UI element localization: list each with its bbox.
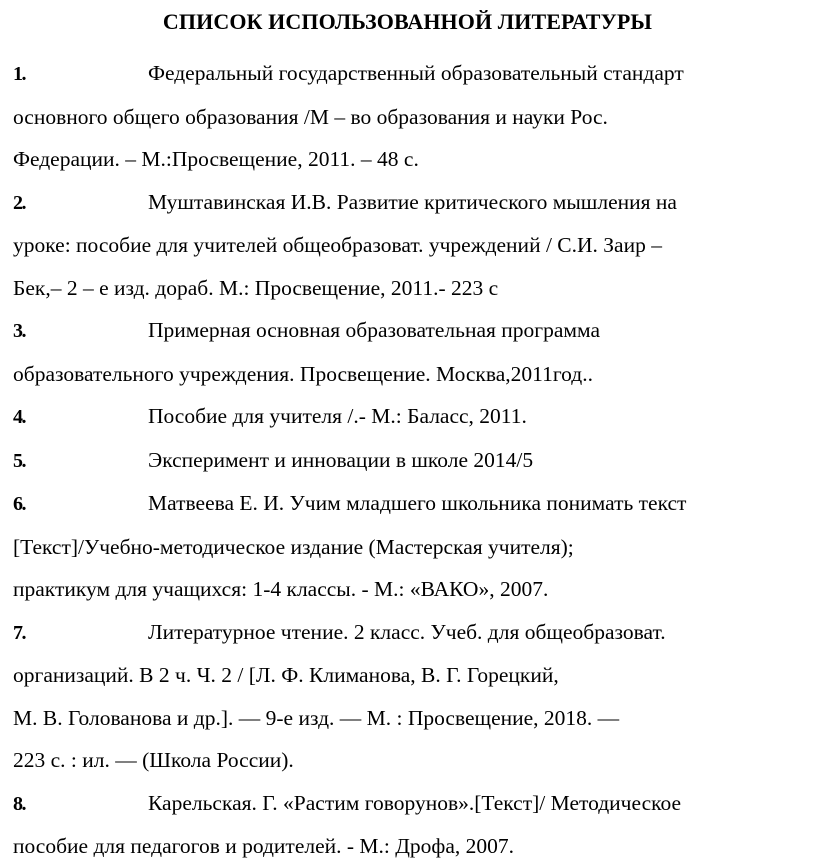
reference-text: образовательного учреждения. Просвещение. Москва,2011год.. (13, 361, 593, 386)
reference-text: 223 с. : ил. — (Школа России). (13, 748, 294, 772)
reference-number: 7. (13, 621, 25, 644)
reference-text: Пособие для учителя /.- М.: Баласс, 2011. (148, 404, 527, 428)
reference-number: 6. (13, 493, 25, 515)
reference-item (13, 439, 802, 483)
reference-item (13, 782, 802, 868)
reference-number: 8. (13, 792, 25, 815)
reference-text: [Текст]/Учебно-методическое издание (Мастерская учителя); (13, 534, 574, 559)
reference-line (13, 654, 802, 697)
reference-line (13, 611, 802, 655)
reference-text: пособие для педагогов и родителей. - М.: Дрофа, 2007. (13, 834, 515, 858)
reference-text: Литературное чтение. 2 класс. Учеб. для общеобразоват. (148, 619, 666, 644)
reference-item (13, 395, 802, 439)
reference-text: практикум для учащихся: 1-4 классы. - М.: «ВАКО», 2007. (13, 577, 549, 601)
reference-text: уроке: пособие для учителей общеобразоват. учреждений / С.И. Заир – (13, 233, 662, 257)
reference-text: Бек,– 2 – е изд. дораб. М.: Просвещение, 2011.- 223 с (13, 275, 499, 300)
reference-item (13, 611, 802, 782)
reference-line (13, 181, 802, 225)
reference-line (13, 482, 802, 526)
reference-line (13, 395, 802, 439)
reference-line (13, 224, 802, 267)
reference-text: Муштавинская И.В. Развитие критического мышления на (148, 189, 677, 214)
reference-text: Федеральный государственный образовательный стандарт (148, 61, 684, 85)
reference-text: Федерации. – М.:Просвещение, 2011. – 48 с. (13, 147, 419, 171)
reference-line (13, 353, 802, 396)
reference-number: 3. (13, 320, 25, 342)
reference-number: 2. (13, 191, 25, 214)
reference-line (13, 96, 802, 139)
reference-line (13, 309, 802, 353)
reference-line (13, 697, 802, 740)
reference-text: основного общего образования /М – во образования и науки Рос. (13, 104, 608, 129)
reference-item (13, 52, 802, 181)
reference-line (13, 138, 802, 181)
document-title: СПИСОК ИСПОЛЬЗОВАННОЙ ЛИТЕРАТУРЫ (162, 9, 653, 34)
reference-text: Примерная основная образовательная программа (148, 318, 601, 342)
reference-line (13, 739, 802, 782)
reference-text: Матвеева Е. И. Учим младшего школьника понимать текст (148, 491, 687, 515)
reference-number: 5. (13, 449, 25, 472)
reference-line (13, 526, 802, 569)
reference-text: Карельская. Г. «Растим говорунов».[Текст]/ Методическое (148, 790, 682, 815)
reference-item (13, 482, 802, 611)
reference-number: 1. (13, 63, 25, 85)
reference-line (13, 568, 802, 611)
reference-item (13, 309, 802, 395)
reference-line (13, 267, 802, 310)
reference-text: Эксперимент и инновации в школе 2014/5 (148, 447, 534, 472)
reference-text: организаций. В 2 ч. Ч. 2 / [Л. Ф. Климанова, В. Г. Горецкий, (13, 663, 559, 687)
reference-item (13, 181, 802, 310)
reference-text: М. В. Голованова и др.]. — 9-е изд. — М. : Просвещение, 2018. — (13, 705, 620, 730)
reference-number: 4. (13, 406, 25, 428)
reference-line (13, 52, 802, 96)
reference-line (13, 825, 802, 868)
reference-line (13, 782, 802, 826)
reference-list (13, 40, 802, 868)
reference-line (13, 439, 802, 483)
